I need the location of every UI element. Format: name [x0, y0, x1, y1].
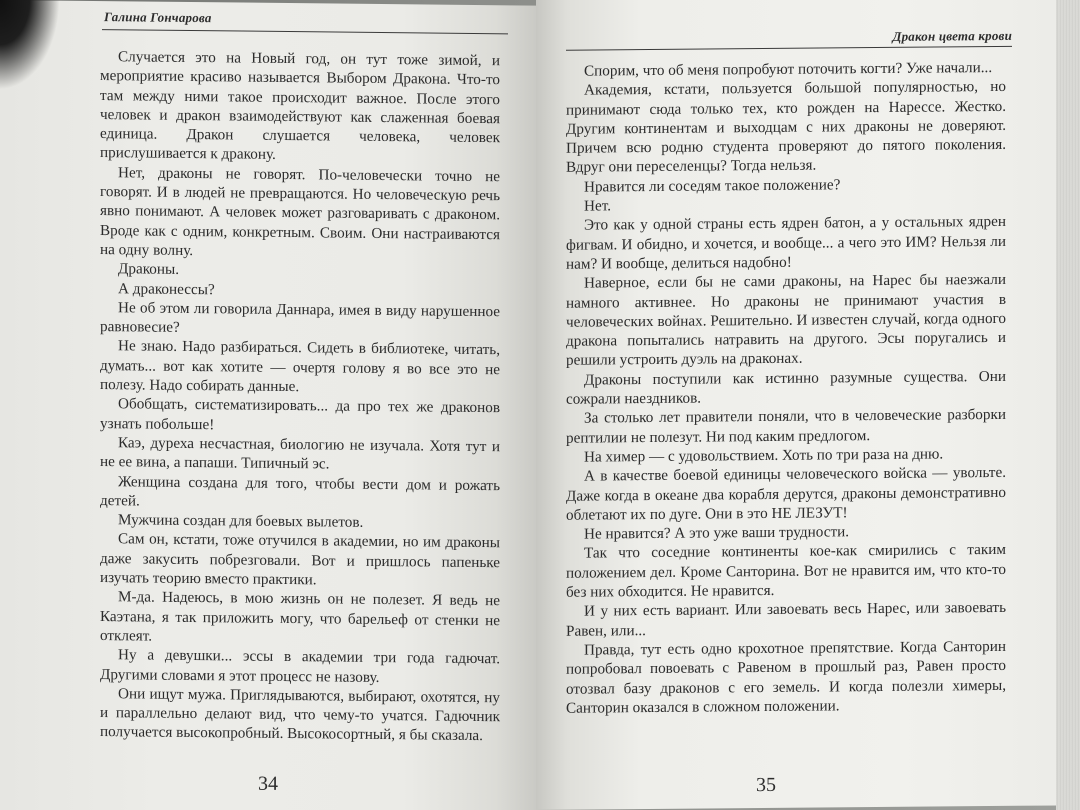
- right-running-head: Дракон цвета крови: [892, 27, 1012, 44]
- paragraph: Не об этом ли говорила Даннара, имея в виду нарушенное равновесие?: [100, 299, 500, 337]
- paragraph: Женщина создана для того, чтобы вести дом и рожать детей.: [100, 472, 500, 510]
- paragraph: Сам он, кстати, тоже отучился в академии, но им драконы даже закусить побрезговали. Вот и пришлось папеньке изучать теорию вместо практики.: [100, 530, 500, 589]
- page-edges: [1056, 0, 1080, 810]
- paragraph: Драконы.: [118, 260, 180, 279]
- paragraph: Случается это на Новый год, он тут тоже зимой, и мероприятие красиво называется Выбором Дракона. Что-то там между ними такое происходит важное. После этого человек и дракон взаимодействуют как слаженная боевая единица. Дракон слушается человека, человек прислушивается к дракону.: [100, 48, 500, 164]
- right-page-text: [566, 58, 1006, 718]
- left-page-text: [100, 47, 500, 746]
- paragraph: Правда, тут есть одно крохотное препятствие. Когда Санторин попробовал повоевать с Равеном в прошлый раз, Равен просто отозвал базу драконов с его земель. И когда полезли химеры, Санторин оказался в сложном положении.: [566, 637, 1006, 717]
- paragraph: Нравится ли соседям такое положение?: [584, 176, 841, 196]
- paragraph: Обобщать, систематизировать... да про тех же драконов узнать побольше!: [100, 395, 500, 433]
- dark-corner-shadow: [0, 0, 60, 90]
- paragraph: Каэ, дуреха несчастная, биологию не изучала. Хотя тут и не ее вина, а папаши. Типичный эс.: [100, 434, 500, 473]
- right-page: [536, 0, 1058, 810]
- paragraph: Наверное, если бы не сами драконы, на Нарес бы наезжали намного активнее. Но драконы не принимают участия в человеческих войнах. Решительно. И известен случай, когда одного дракона попытались натравить на другого. Эсы поругались и решили устроить дуэль на драконах.: [566, 271, 1006, 370]
- paragraph: М-да. Надеюсь, в мою жизнь он не полезет. Я ведь не Каэтана, я так приложить могу, что барельеф от стенки не отклеят.: [100, 588, 500, 645]
- left-page-number: 34: [258, 772, 278, 795]
- paragraph: На химер — с удовольствием. Хоть по три раза на дню.: [584, 445, 944, 466]
- paragraph: Нет.: [584, 197, 611, 215]
- paragraph: Мужчина создан для боевых вылетов.: [118, 511, 364, 531]
- paragraph: Академия, кстати, пользуется большой популярностью, но принимают сюда только тех, кто рожден на Нарессе. Жестко. Другим континентам и выходцам с них драконы не доверяют. Причем всю родню студента проверяют до пятого поколения. Вдруг они переселенцы? Тогда нельзя.: [566, 78, 1006, 177]
- paragraph: Ну а девушки... эссы в академии три года гадючат. Другими словами я этот процесс не назову.: [100, 646, 500, 686]
- right-page-number: 35: [756, 773, 776, 797]
- right-header-rule: [566, 46, 1012, 51]
- paragraph: Они ищут мужа. Приглядываются, выбирают, охотятся, ну и параллельно делают вид, что чему-то учатся. Гадючник получается высокопробный. Высокосортный, я бы сказала.: [100, 685, 500, 745]
- left-page: [0, 0, 538, 810]
- paragraph: За столько лет правители поняли, что в человеческие разборки рептилии не полезут. Ни под каким предлогом.: [566, 406, 1006, 447]
- paragraph: А драконессы?: [118, 279, 215, 298]
- paragraph: Так что соседние континенты кое-как смирились с таким положением дел. Кроме Санторина. Вот не нравится им, что кто-то без них обходится. Не нравится.: [566, 541, 1006, 601]
- paragraph: И у них есть вариант. Или завоевать весь Нарес, или завоевать Равен, или...: [566, 599, 1006, 640]
- paragraph: Спорим, что об меня попробуют поточить когти? Уже начали...: [584, 59, 993, 80]
- paragraph: Не нравится? А это уже ваши трудности.: [584, 523, 850, 543]
- paragraph: Драконы поступили как истинно разумные существа. Они сожрали наездников.: [566, 367, 1006, 408]
- left-header-rule: [102, 29, 508, 34]
- paragraph: Нет, драконы не говорят. По-человечески точно не говорят. И в людей не превращаются. Но человеческую речь явно понимают. А человек может разговаривать с драконом. Вроде как с одним, конкретным. Своим. Они настраиваются на одну волну.: [100, 164, 500, 259]
- paragraph: Это как у одной страны есть ядрен батон, а у остальных ядрен фигвам. И обидно, и хочется, и вообще... а чего это ИМ? Нельзя ли нам? И вообще, делиться надобно!: [566, 213, 1006, 273]
- paragraph: А в качестве боевой единицы человеческого войска — увольте. Даже когда в океане два корабля дерутся, драконы демонстративно облетают их по дуге. Они в это НЕ ЛЕЗУТ!: [566, 464, 1006, 524]
- left-running-head: Галина Гончарова: [104, 9, 212, 26]
- paragraph: Не знаю. Надо разбираться. Сидеть в библиотеке, читать, думать... вот как хотите — очертя голову я во все это не полезу. Надо собирать данные.: [100, 337, 500, 396]
